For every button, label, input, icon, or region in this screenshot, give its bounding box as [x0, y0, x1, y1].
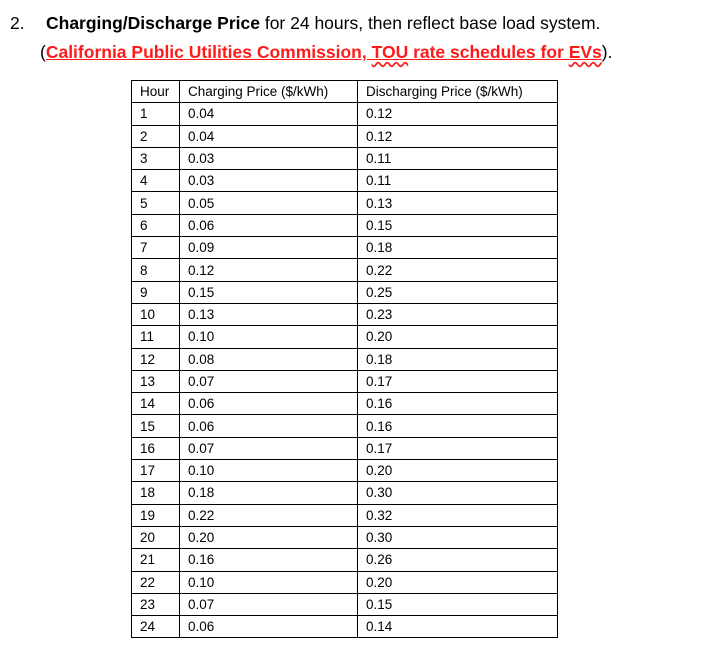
- hour-cell: 5: [132, 192, 180, 214]
- section-number: 2.: [10, 13, 25, 33]
- discharging-price-cell: 0.25: [358, 281, 558, 303]
- price-table: [131, 80, 558, 638]
- hour-cell: 8: [132, 259, 180, 281]
- table-row: [132, 415, 558, 437]
- hour-cell: 9: [132, 281, 180, 303]
- hour-cell: 11: [132, 326, 180, 348]
- discharging-price-cell: 0.15: [358, 214, 558, 236]
- header-hour: Hour: [132, 81, 180, 103]
- hour-cell: 22: [132, 571, 180, 593]
- hour-cell: 10: [132, 303, 180, 325]
- hour-cell: 13: [132, 370, 180, 392]
- discharging-price-cell: 0.20: [358, 571, 558, 593]
- hour-cell: 6: [132, 214, 180, 236]
- hour-cell: 17: [132, 460, 180, 482]
- link-text-tou: TOU: [371, 42, 409, 62]
- link-text-evs: EVs: [568, 42, 602, 62]
- cpuc-tou-link[interactable]: [46, 42, 602, 62]
- discharging-price-cell: 0.12: [358, 103, 558, 125]
- hour-cell: 16: [132, 437, 180, 459]
- charging-price-cell: 0.16: [180, 549, 358, 571]
- link-text-part2: rate schedules for: [408, 42, 569, 62]
- table-row: [132, 437, 558, 459]
- hour-cell: 1: [132, 103, 180, 125]
- discharging-price-cell: 0.12: [358, 125, 558, 147]
- charging-price-cell: 0.03: [180, 147, 358, 169]
- charging-price-cell: 0.12: [180, 259, 358, 281]
- discharging-price-cell: 0.14: [358, 616, 558, 638]
- table-row: [132, 370, 558, 392]
- hour-cell: 4: [132, 170, 180, 192]
- discharging-price-cell: 0.13: [358, 192, 558, 214]
- discharging-price-cell: 0.16: [358, 393, 558, 415]
- discharging-price-cell: 0.15: [358, 593, 558, 615]
- hour-cell: 12: [132, 348, 180, 370]
- table-row: [132, 549, 558, 571]
- table-row: [132, 593, 558, 615]
- charging-price-cell: 0.22: [180, 504, 358, 526]
- hour-cell: 15: [132, 415, 180, 437]
- table-row: [132, 237, 558, 259]
- discharging-price-cell: 0.32: [358, 504, 558, 526]
- table-header-row: [132, 81, 558, 103]
- table-row: [132, 393, 558, 415]
- hour-cell: 18: [132, 482, 180, 504]
- table-row: [132, 125, 558, 147]
- charging-price-cell: 0.10: [180, 571, 358, 593]
- charging-price-cell: 0.07: [180, 437, 358, 459]
- table-row: [132, 504, 558, 526]
- header-discharging-price: Discharging Price ($/kWh): [358, 81, 558, 103]
- charging-price-cell: 0.04: [180, 103, 358, 125]
- hour-cell: 2: [132, 125, 180, 147]
- hour-cell: 21: [132, 549, 180, 571]
- charging-price-cell: 0.13: [180, 303, 358, 325]
- section-heading: [10, 10, 600, 36]
- charging-price-cell: 0.06: [180, 393, 358, 415]
- charging-price-cell: 0.04: [180, 125, 358, 147]
- header-charging-price: Charging Price ($/kWh): [180, 81, 358, 103]
- discharging-price-cell: 0.30: [358, 526, 558, 548]
- table-row: [132, 526, 558, 548]
- charging-price-cell: 0.06: [180, 415, 358, 437]
- hour-cell: 3: [132, 147, 180, 169]
- heading-description: for 24 hours, then reflect base load system.: [259, 13, 601, 33]
- charging-price-cell: 0.05: [180, 192, 358, 214]
- discharging-price-cell: 0.16: [358, 415, 558, 437]
- table-row: [132, 460, 558, 482]
- hour-cell: 23: [132, 593, 180, 615]
- charging-price-cell: 0.07: [180, 370, 358, 392]
- charging-price-cell: 0.10: [180, 326, 358, 348]
- open-paren: (: [40, 42, 46, 62]
- discharging-price-cell: 0.22: [358, 259, 558, 281]
- table-row: [132, 482, 558, 504]
- charging-price-cell: 0.09: [180, 237, 358, 259]
- table-row: [132, 192, 558, 214]
- price-table-body: [132, 103, 558, 638]
- discharging-price-cell: 0.18: [358, 237, 558, 259]
- table-row: [132, 616, 558, 638]
- discharging-price-cell: 0.30: [358, 482, 558, 504]
- discharging-price-cell: 0.11: [358, 170, 558, 192]
- hour-cell: 20: [132, 526, 180, 548]
- hour-cell: 24: [132, 616, 180, 638]
- charging-price-cell: 0.03: [180, 170, 358, 192]
- table-row: [132, 571, 558, 593]
- hour-cell: 14: [132, 393, 180, 415]
- charging-price-cell: 0.15: [180, 281, 358, 303]
- table-row: [132, 281, 558, 303]
- discharging-price-cell: 0.20: [358, 460, 558, 482]
- discharging-price-cell: 0.17: [358, 437, 558, 459]
- table-row: [132, 170, 558, 192]
- discharging-price-cell: 0.20: [358, 326, 558, 348]
- source-citation: [40, 39, 612, 65]
- discharging-price-cell: 0.23: [358, 303, 558, 325]
- hour-cell: 19: [132, 504, 180, 526]
- charging-price-cell: 0.18: [180, 482, 358, 504]
- heading-bold-title: Charging/Discharge Price: [46, 13, 260, 33]
- charging-price-cell: 0.10: [180, 460, 358, 482]
- discharging-price-cell: 0.26: [358, 549, 558, 571]
- hour-cell: 7: [132, 237, 180, 259]
- discharging-price-cell: 0.17: [358, 370, 558, 392]
- table-row: [132, 147, 558, 169]
- charging-price-cell: 0.06: [180, 214, 358, 236]
- charging-price-cell: 0.06: [180, 616, 358, 638]
- table-row: [132, 259, 558, 281]
- charging-price-cell: 0.07: [180, 593, 358, 615]
- table-row: [132, 103, 558, 125]
- table-row: [132, 214, 558, 236]
- discharging-price-cell: 0.18: [358, 348, 558, 370]
- table-row: [132, 348, 558, 370]
- charging-price-cell: 0.08: [180, 348, 358, 370]
- discharging-price-cell: 0.11: [358, 147, 558, 169]
- charging-price-cell: 0.20: [180, 526, 358, 548]
- link-text-part1: California Public Utilities Commission,: [45, 42, 372, 62]
- table-row: [132, 326, 558, 348]
- table-row: [132, 303, 558, 325]
- close-paren: ).: [601, 42, 613, 62]
